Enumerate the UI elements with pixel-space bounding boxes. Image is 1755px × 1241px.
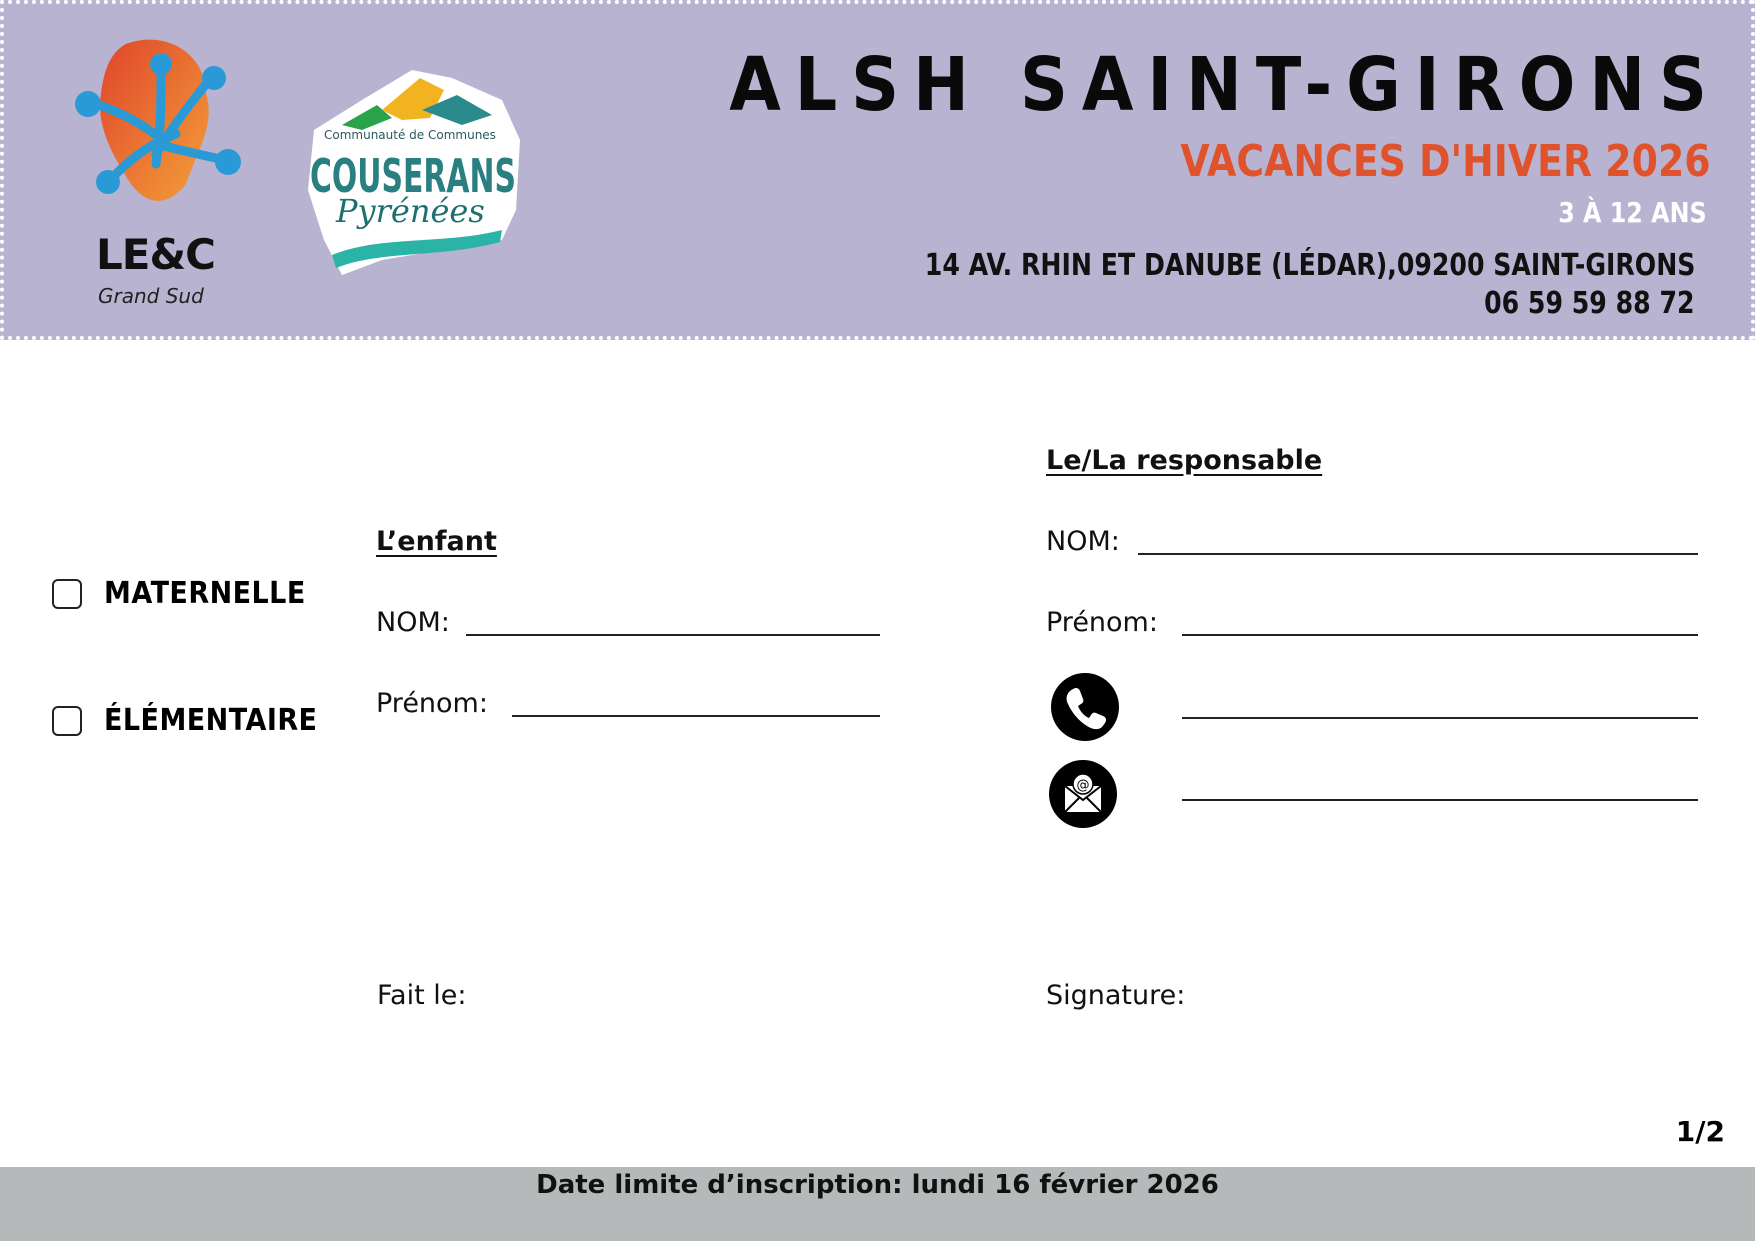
registration-deadline: Date limite d’inscription: lundi 16 février 2026 — [536, 1170, 1219, 1200]
level-option-maternelle[interactable] — [52, 576, 328, 611]
page-number: 1/2 — [1675, 1115, 1725, 1148]
svg-text:@: @ — [1076, 778, 1090, 793]
svg-text:Pyrénées: Pyrénées — [336, 192, 485, 230]
phone-icon — [1051, 673, 1119, 741]
child-section-heading: L’enfant — [376, 526, 497, 557]
checkbox-maternelle[interactable] — [52, 579, 82, 609]
header-band — [0, 0, 1755, 340]
child-nom-label: NOM: — [376, 607, 450, 638]
lec-logo-graphic — [56, 34, 256, 234]
checkbox-label-maternelle: MATERNELLE — [104, 576, 306, 611]
age-range: 3 À 12 ANS — [1558, 196, 1707, 229]
guardian-nom-field[interactable] — [1138, 553, 1698, 555]
couserans-pyrenees-logo — [302, 70, 524, 282]
phone-number: 06 59 59 88 72 — [1484, 286, 1695, 321]
session-subtitle: VACANCES D'HIVER 2026 — [1180, 136, 1711, 187]
checkbox-elementaire[interactable] — [52, 706, 82, 736]
address-text: 14 AV. RHIN ET DANUBE (LÉDAR),09200 SAINT-GIRONS — [924, 248, 1695, 283]
email-icon — [1049, 760, 1117, 828]
lec-logo-subtext: Grand Sud — [98, 284, 204, 308]
svg-text:Communauté de Communes: Communauté de Communes — [324, 128, 496, 142]
guardian-email-field[interactable] — [1182, 799, 1698, 801]
couserans-logo-graphic — [302, 70, 524, 282]
checkbox-label-elementaire: ÉLÉMENTAIRE — [104, 703, 318, 738]
guardian-phone-field[interactable] — [1182, 717, 1698, 719]
guardian-nom-label: NOM: — [1046, 526, 1120, 557]
svg-text:COUSERANS: COUSERANS — [310, 149, 516, 203]
lec-logo-text: LE&C — [96, 230, 215, 279]
level-option-elementaire[interactable] — [52, 703, 341, 738]
child-prenom-label: Prénom: — [376, 688, 488, 719]
lec-grand-sud-logo — [56, 34, 256, 314]
child-prenom-field[interactable] — [512, 715, 880, 717]
signature-label: Signature: — [1046, 980, 1186, 1011]
guardian-section-heading: Le/La responsable — [1046, 445, 1323, 476]
guardian-prenom-label: Prénom: — [1046, 607, 1158, 638]
guardian-prenom-field[interactable] — [1182, 634, 1698, 636]
page-title: ALSH SAINT-GIRONS — [729, 42, 1721, 128]
child-nom-field[interactable] — [466, 634, 880, 636]
date-label: Fait le: — [377, 980, 467, 1011]
